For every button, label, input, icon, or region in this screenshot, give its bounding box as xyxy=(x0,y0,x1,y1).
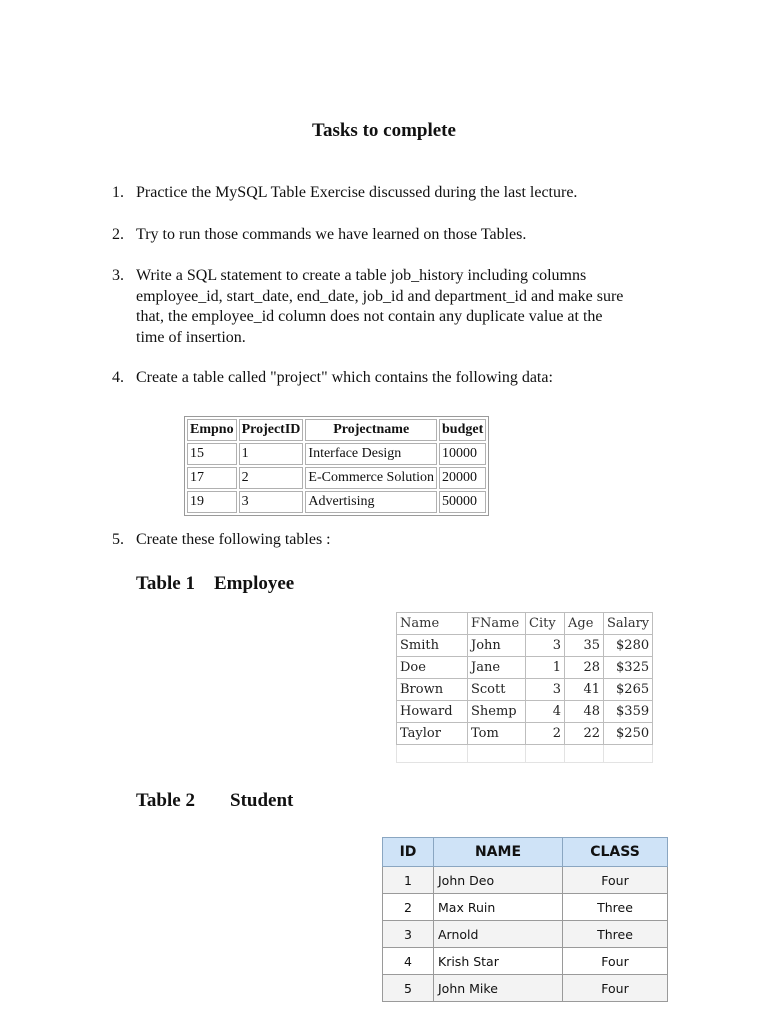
column-header: ID xyxy=(383,838,434,867)
task-text: Create a table called "project" which contains the following data: xyxy=(136,369,553,386)
empty-cell xyxy=(468,745,526,763)
table-cell: $280 xyxy=(604,635,653,657)
task-text-line: time of insertion. xyxy=(136,328,246,346)
table-cell: $250 xyxy=(604,723,653,745)
table-row xyxy=(187,491,486,513)
column-header: Salary xyxy=(604,613,653,635)
task-text: Create these following tables : xyxy=(136,531,331,548)
table-row xyxy=(383,894,668,921)
table-cell: 3 xyxy=(526,679,565,701)
table-cell: 50000 xyxy=(439,491,486,513)
column-header: NAME xyxy=(434,838,563,867)
column-header: Projectname xyxy=(305,419,437,441)
table-cell: $325 xyxy=(604,657,653,679)
table-cell: Scott xyxy=(468,679,526,701)
task-number: 5. xyxy=(112,531,124,548)
table-cell: 17 xyxy=(187,467,237,489)
column-header: Age xyxy=(565,613,604,635)
task-text: Try to run those commands we have learned on those Tables. xyxy=(136,225,527,243)
table-row xyxy=(397,635,653,657)
column-header: ProjectID xyxy=(239,419,304,441)
table-cell: Three xyxy=(563,894,668,921)
table-cell: 48 xyxy=(565,701,604,723)
employee-table-container xyxy=(396,612,653,763)
employee-table xyxy=(396,612,653,763)
empty-cell xyxy=(397,745,468,763)
table-cell: Brown xyxy=(397,679,468,701)
table-cell: Krish Star xyxy=(434,948,563,975)
table-cell: 35 xyxy=(565,635,604,657)
table-cell: 19 xyxy=(187,491,237,513)
table-cell: Four xyxy=(563,948,668,975)
empty-cell xyxy=(604,745,653,763)
table2-name: Student xyxy=(230,790,294,811)
table-cell: 22 xyxy=(565,723,604,745)
table1-name: Employee xyxy=(214,573,295,594)
task-number: 2. xyxy=(112,225,124,243)
table-row xyxy=(383,975,668,1002)
table-cell: 3 xyxy=(526,635,565,657)
table-cell: 2 xyxy=(383,894,434,921)
table-row xyxy=(383,948,668,975)
table-cell: 15 xyxy=(187,443,237,465)
table-cell: Interface Design xyxy=(305,443,437,465)
column-header: budget xyxy=(439,419,486,441)
table-header-row xyxy=(383,838,668,867)
task-text-line: Write a SQL statement to create a table job_history including columns xyxy=(136,267,587,284)
student-table xyxy=(382,837,668,1002)
table-cell: 1 xyxy=(526,657,565,679)
task-number: 3. xyxy=(112,267,124,284)
task-item xyxy=(112,531,331,549)
table-row xyxy=(383,867,668,894)
column-header: City xyxy=(526,613,565,635)
table-cell: 2 xyxy=(239,467,304,489)
table-cell: Tom xyxy=(468,723,526,745)
empty-cell xyxy=(565,745,604,763)
table-cell: Four xyxy=(563,867,668,894)
table-cell: Howard xyxy=(397,701,468,723)
task-number: 4. xyxy=(112,369,124,386)
table-cell: E-Commerce Solution xyxy=(305,467,437,489)
task-text-line: that, the employee_id column does not contain any duplicate value at the xyxy=(136,308,603,325)
table-cell: Jane xyxy=(468,657,526,679)
task-number: 1. xyxy=(112,184,124,201)
column-header: Name xyxy=(397,613,468,635)
table-row xyxy=(397,657,653,679)
table2-label: Table 2 xyxy=(136,790,195,811)
table-cell: $359 xyxy=(604,701,653,723)
table-cell: 5 xyxy=(383,975,434,1002)
table-header-row xyxy=(397,613,653,635)
task-item xyxy=(112,225,672,246)
column-header: FName xyxy=(468,613,526,635)
table-cell: 2 xyxy=(526,723,565,745)
task-text: Practice the MySQL Table Exercise discussed during the last lecture. xyxy=(136,184,578,201)
page-title: Tasks to complete xyxy=(312,120,456,141)
task-list xyxy=(112,183,672,389)
table-cell: Arnold xyxy=(434,921,563,948)
table-cell: 10000 xyxy=(439,443,486,465)
project-table xyxy=(184,416,489,516)
table-cell: 4 xyxy=(526,701,565,723)
table-cell: 41 xyxy=(565,679,604,701)
table-header-row xyxy=(187,419,486,441)
table-cell: Max Ruin xyxy=(434,894,563,921)
table-row xyxy=(397,679,653,701)
table-row xyxy=(397,723,653,745)
task-item xyxy=(112,266,672,348)
task-item xyxy=(112,368,672,389)
empty-row xyxy=(397,745,653,763)
table-row xyxy=(397,701,653,723)
table-cell: Shemp xyxy=(468,701,526,723)
table-cell: John Deo xyxy=(434,867,563,894)
task-item xyxy=(112,183,672,204)
table-cell: 28 xyxy=(565,657,604,679)
column-header: Empno xyxy=(187,419,237,441)
table-row xyxy=(187,443,486,465)
table-cell: 1 xyxy=(383,867,434,894)
empty-cell xyxy=(526,745,565,763)
table-cell: Three xyxy=(563,921,668,948)
table-cell: Four xyxy=(563,975,668,1002)
task-text-line: employee_id, start_date, end_date, job_id and department_id and make sure xyxy=(136,287,624,305)
table-cell: 4 xyxy=(383,948,434,975)
table-cell: John xyxy=(468,635,526,657)
table-row xyxy=(383,921,668,948)
table-cell: John Mike xyxy=(434,975,563,1002)
table1-label: Table 1 xyxy=(136,573,195,594)
table-cell: Doe xyxy=(397,657,468,679)
table-cell: 1 xyxy=(239,443,304,465)
table-cell: 20000 xyxy=(439,467,486,489)
table-cell: 3 xyxy=(383,921,434,948)
table-cell: Advertising xyxy=(305,491,437,513)
column-header: CLASS xyxy=(563,838,668,867)
table2-heading xyxy=(136,790,293,812)
table-cell: Taylor xyxy=(397,723,468,745)
table-row xyxy=(187,467,486,489)
table-cell: 3 xyxy=(239,491,304,513)
table-cell: $265 xyxy=(604,679,653,701)
table-cell: Smith xyxy=(397,635,468,657)
table1-heading xyxy=(136,573,294,595)
